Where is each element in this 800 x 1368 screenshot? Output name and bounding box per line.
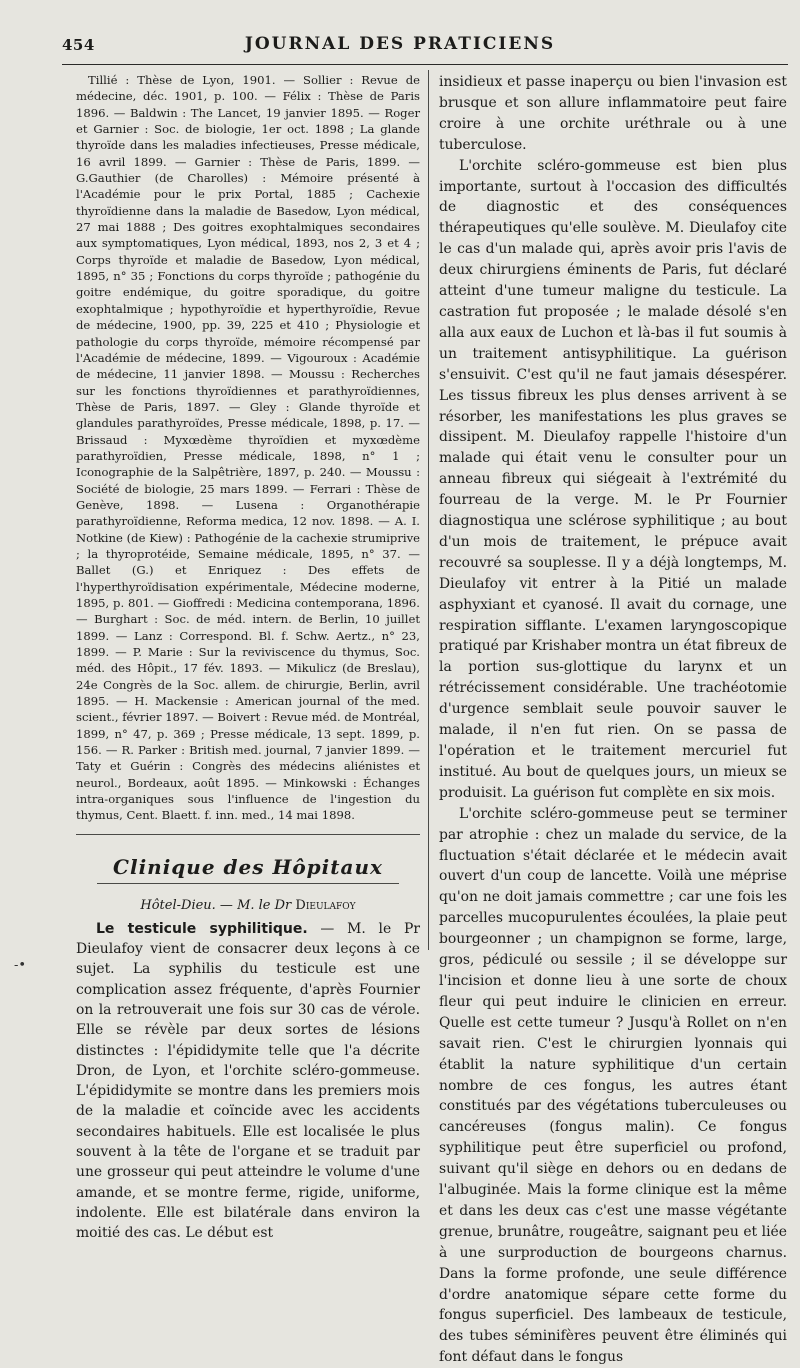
- header-rule: [62, 64, 788, 65]
- article-start: [76, 919, 420, 1244]
- column-divider: [428, 70, 429, 950]
- bibliography: [76, 72, 420, 824]
- running-title: JOURNAL DES PRATICIENS: [244, 34, 556, 54]
- margin-mark: -•: [14, 958, 27, 973]
- byline-name: Dieulafoy: [295, 897, 356, 913]
- section-title: Clinique des Hôpitaux: [113, 854, 383, 879]
- section-title-rule: [97, 883, 400, 884]
- article-text: — M. le Pr Dieulafoy vient de consacrer deux leçons à ce sujet. La syphilis du testicule est une complication assez fréquente, d'après Fournier on la retrouverait une fois sur 30 cas de vérole. Elle se révèle par deux sortes de lésions distinctes : l'épididymite telle que l'a décrite Dron, de Lyon, et l'orchite scléro-gommeuse. L'épididymite se montre dans les premiers mois de la maladie et coïncide avec les accidents secondaires habituels. Elle est localisée le plus souvent à la tête de l'organe et se traduit par une grosseur qui peut atteindre le volume d'une amande, et se montre ferme, rigide, uniforme, indolente. Elle est bilatérale dans environ la moitié des cas. Le début est: [76, 920, 421, 1242]
- byline-place: Hôtel-Dieu. — M. le Dr: [140, 897, 292, 913]
- paragraph-atrophie: L'orchite scléro-gommeuse peut se terminer par atrophie : chez un malade du service, de la fluctuation s'était déclarée et le médecin avait ouvert d'un coup de lancette. Voilà une méprise qu'on ne doit jamais commettre ; car une fois les parcelles mucopurulentes écoulées, la plaie peut bourgeonner ; un champignon se forme, large, gros, pédiculé ou sessile ; il se développe sur l'incision et donne lieu à une sorte de choux fleur qui peut induire le clinicien en erreur. Quelle est cette tumeur ? Jusqu'à Rollet on n'en savait rien. C'est le chirurgien lyonnais qui établit la nature syphilitique d'un certain nombre de ces fongus, les autres étant constitués par des végétations tuberculeuses ou cancéreuses (fongus malin). Ce fongus syphilitique peut être superficiel ou profond, suivant qu'il siège en dehors ou en dedans de l'albuginée. Mais la forme clinique est la même et dans les deux cas c'est une masse végétante grenue, brunâtre, rougeâtre, saignant peu et liée à une surproduction de bourgeons charnus. Dans la forme profonde, une seule différence d'ordre anatomique sépare cette forme du fongus superficiel. Des lambeaux de testicule, des tubes séminifères peuvent être éliminés qui font défaut dans le fongus: [439, 805, 787, 1366]
- article-heading: Le testicule syphilitique.: [96, 920, 308, 937]
- right-column: [439, 72, 787, 1368]
- bibliography-text: Tillié : Thèse de Lyon, 1901. — Sollier : Revue de médecine, déc. 1901, p. 100. — Félix : Thèse de Paris 1896. — Baldwin : The Lancet, 19 janvier 1895. — Roger et Garnier : Soc. de biologie, 1er oct. 1898 ; La glande thyroïde dans les maladies infectieuses, Presse médicale, 16 avril 1899. — Garnier : Thèse de Paris, 1899. — G.Gauthier (de Charolles) : Mémoire présenté à l'Académie pour le prix Portal, 1885 ; Cachexie thyroïdienne dans la maladie de Basedow, Lyon médical, 27 mai 1888 ; Des goitres exophtalmiques secondaires aux symptomatiques, Lyon médical, 1893, nos 2, 3 et 4 ; Corps thyroïde et maladie de Basedow, Lyon médical, 1895, n° 35 ; Fonctions du corps thyroïde ; pathogénie du goitre endémique, du goitre sporadique, du goitre exophtalmique ; hypothyroïdie et hyperthyroïdie, Revue de médecine, 1900, pp. 39, 225 et 410 ; Physiologie et pathologie du corps thyroïde, mémoire récompensé par l'Académie de médecine, 1899. — Vigouroux : Académie de médecine, 11 janvier 1898. — Moussu : Recherches sur les fonctions thyroïdiennes et parathyroïdiennes, Thèse de Paris, 1897. — Gley : Glande thyroïde et glandules parathyroïdes, Presse médicale, 1898, p. 17. — Brissaud : Myxœdème thyroïdien et myxœdème parathyroïdien, Presse médicale, 1898, n° 1 ; Iconographie de la Salpêtrière, 1897, p. 240. — Moussu : Société de biologie, 25 mars 1899. — Ferrari : Thèse de Genève, 1898. — Lusena : Organothérapie parathyroïdienne, Reforma medica, 12 nov. 1898. — A. I. Notkine (de Kiew) : Pathogénie de la cachexie strumiprive ; la thyroprotéide, Semaine médicale, 1895, n° 37. — Ballet (G.) et Enriquez : Des effets de l'hyperthyroïdisation expérimentale, Médecine moderne, 1895, p. 801. — Gioffredi : Medicina contemporana, 1896. — Burghart : Soc. de méd. intern. de Berlin, 10 juillet 1899. — Lanz : Correspond. Bl. f. Schw. Aertz., n° 23, 1899. — P. Marie : Sur la reviviscence du thymus, Soc. méd. des Hôpit., 17 fév. 1893. — Mikulicz (de Breslau), 24e Congrès de la Soc. allem. de chirurgie, Berlin, avril 1895. — H. Mackensie : American journal of the med. scient., février 1897. — Boivert : Revue méd. de Montréal, 1899, n° 47, p. 369 ; Presse médicale, 13 sept. 1899, p. 156. — R. Parker : British med. journal, 7 janvier 1899. — Taty et Guérin : Congrès des médecins aliénistes et neurol., Bordeaux, août 1895. — Minkowski : Échanges intra-organiques sous l'influence de l'ingestion du thymus, Cent. Blaett. f. inn. med., 14 mai 1898.: [76, 73, 420, 823]
- page-header: [0, 28, 800, 58]
- paragraph-continued: insidieux et passe inaperçu ou bien l'invasion est brusque et son allure inflammatoire peut faire croire à une orchite uréthrale ou à une tuberculose.: [439, 74, 787, 153]
- section-separator: [76, 834, 420, 835]
- paragraph-orchite: L'orchite scléro-gommeuse est bien plus importante, surtout à l'occasion des difficultés de diagnostic et des conséquences thérapeutiques qu'elle soulève. M. Dieulafoy cite le cas d'un malade qui, après avoir pris l'avis de deux chirurgiens éminents de Paris, fut déclaré atteint d'une tumeur maligne du testicule. La castration fut proposée ; le malade désolé s'en alla aux eaux de Luchon et là-bas il fut soumis à un traitement antisyphilitique. La guérison s'ensuivit. C'est qu'il ne faut jamais désespérer. Les tissus fibreux les plus denses arrivent à se résorber, les manifestations les plus graves se dissipent. M. Dieulafoy rappelle l'histoire d'un malade qui était venu le consulter pour un anneau fibreux qui siégeait à l'extrémité du fourreau de la verge. M. le Pr Fournier diagnostiqua une sclérose syphilitique ; au bout d'un mois de traitement, le prépuce avait recouvré sa souplesse. Il y a déjà longtemps, M. Dieulafoy vit entrer à la Pitié un malade asphyxiant et cyanosé. Il avait du cornage, une respiration sifflante. L'examen laryngoscopique pratiqué par Krishaber montra un état fibreux de la portion sus-glottique du larynx et un rétrécissement considérable. Une trachéotomie d'urgence semblait seule pouvoir sauver le malade, il n'en fut rien. On se passa de l'opération et le traitement mercuriel fut institué. Au bout de quelques jours, un mieux se produisit. La guérison fut complète en six mois.: [439, 157, 787, 801]
- page-number: 454: [62, 36, 95, 54]
- left-column: [76, 72, 420, 1244]
- byline: [76, 898, 420, 913]
- article-paragraph: [76, 919, 420, 1244]
